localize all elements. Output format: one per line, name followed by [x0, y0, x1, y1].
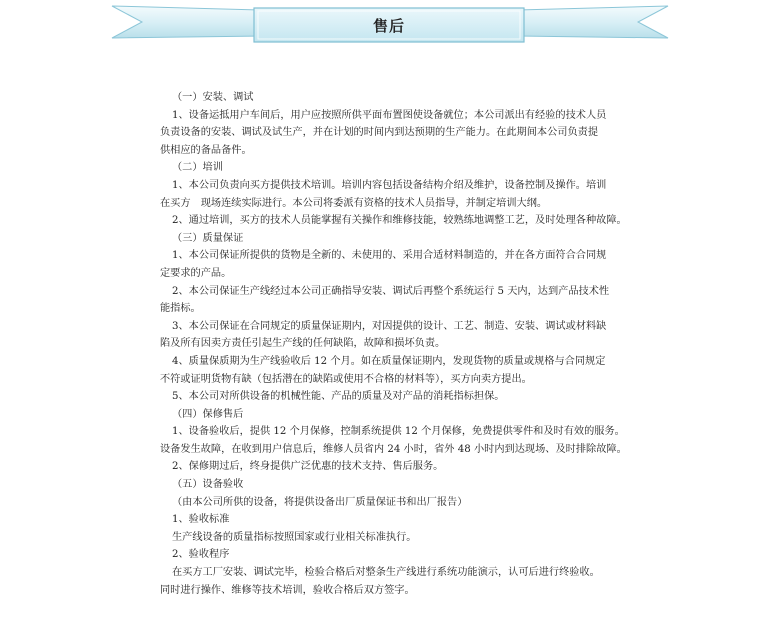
- paragraph-line: 供相应的备品备件。: [160, 144, 252, 156]
- paragraph-line: （由本公司所供的设备，将提供设备出厂质量保证书和出厂报告）: [172, 496, 468, 508]
- section-heading: （四）保修售后: [172, 408, 244, 420]
- paragraph-line: 陷及所有因卖方责任引起生产线的任何缺陷，故障和损坏负责。: [160, 338, 446, 350]
- paragraph-line: 1、设备验收后，提供 12 个月保修，控制系统提供 12 个月保修，免费提供零件和及时有效的服务。: [172, 426, 625, 438]
- paragraph-line: 生产线设备的质量指标按照国家或行业相关标准执行。: [172, 531, 417, 543]
- section-heading: （二）培训: [172, 162, 223, 174]
- paragraph-line: 3、本公司保证在合同规定的质量保证期内，对因提供的设计、工艺、制造、安装、调试或材料缺: [172, 320, 607, 332]
- section-heading: （五）设备验收: [172, 479, 244, 491]
- paragraph-line: 负责设备的安装、调试及试生产，并在计划的时间内到达预期的生产能力。在此期间本公司负责提: [160, 127, 599, 139]
- paragraph-line: 设备发生故障，在收到用户信息后，维修人员省内 24 小时，省外 48 小时内到达现场、及时排除故障。: [160, 443, 627, 455]
- section-heading: （一）安装、调试: [172, 92, 254, 103]
- paragraph-line: 1、设备运抵用户车间后，用户应按照所供平面布置图使设备就位；本公司派出有经验的技术人员: [172, 109, 607, 121]
- paragraph-line: 同时进行操作、维修等技术培训，验收合格后双方签字。: [160, 584, 415, 596]
- paragraph-line: 在买方 现场连续实际进行。本公司将委派有资格的技术人员指导，并制定培训大纲。: [160, 197, 548, 209]
- paragraph-line: 不符或证明货物有缺（包括潜在的缺陷或使用不合格的材料等），买方向卖方提出。: [160, 373, 532, 385]
- document-body: [160, 89, 630, 599]
- section-heading: （三）质量保证: [172, 232, 244, 244]
- paragraph-line: 2、本公司保证生产线经过本公司正确指导安装、调试后再整个系统运行 5 天内，达到产品技术性: [172, 285, 610, 297]
- paragraph-line: 1、本公司负责向买方提供技术培训。培训内容包括设备结构介绍及维护，设备控制及操作。培训: [172, 179, 607, 191]
- paragraph-line: 2、通过培训，买方的技术人员能掌握有关操作和维修技能，较熟练地调整工艺，及时处理各种故障。: [172, 215, 627, 227]
- paragraph-line: 2、验收程序: [172, 549, 230, 561]
- paragraph-line: 1、本公司保证所提供的货物是全新的、未使用的、采用合适材料制造的，并在各方面符合合同规: [172, 250, 607, 262]
- paragraph-line: 2、保修期过后，终身提供广泛优惠的技术支持、售后服务。: [172, 461, 444, 473]
- page-title: 售后: [372, 17, 405, 35]
- paragraph-line: 能指标。: [160, 303, 201, 315]
- paragraph-line: 在买方工厂安装、调试完毕，检验合格后对整条生产线进行系统功能演示，认可后进行终验收。: [172, 567, 600, 579]
- paragraph-line: 4、质量保质期为生产线验收后 12 个月。如在质量保证期内，发现货物的质量或规格与合同规定: [172, 355, 606, 367]
- header-banner: [0, 0, 778, 48]
- paragraph-line: 5、本公司对所供设备的机械性能、产品的质量及对产品的消耗指标担保。: [172, 391, 505, 403]
- paragraph-line: 1、验收标准: [172, 514, 230, 526]
- paragraph-line: 定要求的产品。: [160, 267, 232, 279]
